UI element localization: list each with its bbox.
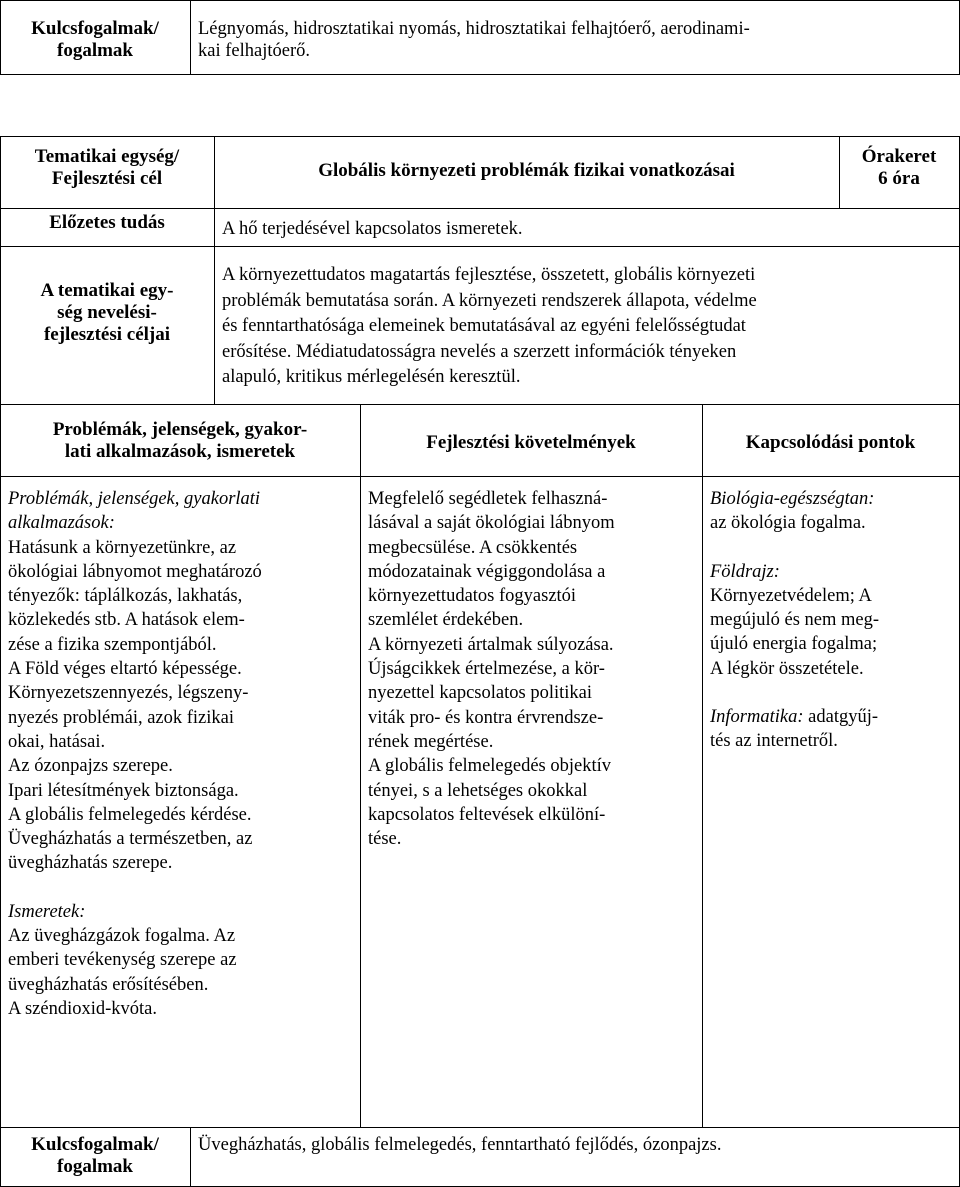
knowledge-heading: Ismeretek:: [8, 901, 86, 922]
footer-keywords-label: Kulcsfogalmak/ fogalmak: [31, 1134, 159, 1177]
hours-cell: [839, 146, 959, 190]
top-keywords-content: Légnyomás, hidrosztatikai nyomás, hidrosztatikai felhajtóerő, aerodinami- kai felhajtóerő.: [198, 19, 750, 61]
column-header-problems: Problémák, jelenségek, gyakor- lati alkalmazások, ismeretek: [52, 419, 308, 462]
unit-label: Tematikai egység/ Fejlesztési cél: [34, 146, 180, 189]
requirements-content: Megfelelő segédletek felhaszná- lásával a saját ökológiai lábnyom megbecsülése. A csökkentés módozatainak végiggondolása a környezettudatos fogyasztói szemlélet érdekében. A környezeti ártalmak súlyozása. Újságcikkek értelmezése, a kör- nyezettel kapcsolatos politikai viták pro- és kontra érvrendsze- rének megértése. A globális felmelegedés objektív tényei, s a lehetséges okokkal kapcsolatos feltevések elkülöní- tése.: [368, 489, 615, 850]
problems-content: Problémák, jelenségek, gyakorlati alkalmazások: Hatásunk a környezetünkre, az ökológiai lábnyomot meghatározó tényezők: táplálkozás, lakhatás, közlekedés stb. A hatások elem- zése a fizika szempontjából. A Föld véges eltartó képessége. Környezetszennyezés, légszeny- nyezés problémái, azok fizikai okai, hatásai. Az ózonpajzs szerepe. Ipari létesítmények biztonsága. A globális felmelegedés kérdése. Üvegházhatás a természetben, az üvegházhatás szerepe. Ismeretek: Az üvegházgázok fogalma. Az emberi tevékenység szerepe az üvegházhatás erősítésében. A széndioxid-kvóta.: [8, 487, 358, 1021]
geography-label: Földrajz:: [710, 561, 780, 582]
hours-value: 6 óra: [878, 168, 920, 189]
hours-label: Órakeret: [861, 146, 937, 167]
prior-knowledge-content: A hő terjedésével kapcsolatos ismeretek.: [222, 219, 523, 239]
top-keywords-label: Kulcsfogalmak/ fogalmak: [31, 18, 159, 61]
footer-keywords-content: Üvegházhatás, globális felmelegedés, fenntartható fejlődés, ózonpajzs.: [198, 1135, 722, 1155]
prior-knowledge-label: Előzetes tudás: [49, 212, 165, 233]
column-header-requirements: Fejlesztési követelmények: [426, 432, 636, 453]
column-header-connections: Kapcsolódási pontok: [745, 432, 916, 453]
problems-heading: Problémák, jelenségek, gyakorlati: [8, 489, 261, 509]
goals-content: A környezettudatos magatartás fejlesztése, összetett, globális környezeti problémák bemutatása során. A környezeti rendszerek állapota, védelme és fenntarthatósága elemeinek bemutatásával az egyéni felelősségtudat erősítése. Médiatudatosságra nevelés a szerzett információk tényeken alapuló, kritikus mérlegelésén keresztül.: [222, 265, 757, 387]
informatics-label: Informatika:: [710, 707, 804, 728]
unit-title: Globális környezeti problémák fizikai vonatkozásai: [318, 160, 735, 181]
biology-label: Biológia-egészségtan:: [710, 489, 875, 509]
goals-label: A tematikai egy- ség nevelési- fejlesztési céljai: [40, 280, 174, 345]
connections-content: Biológia-egészségtan: az ökológia fogalma. Földrajz: Környezetvédelem; A megújuló és nem meg- újuló energia fogalma; A légkör összetétele. Informatika: adatgyűj- tés az internetről.: [710, 487, 957, 754]
